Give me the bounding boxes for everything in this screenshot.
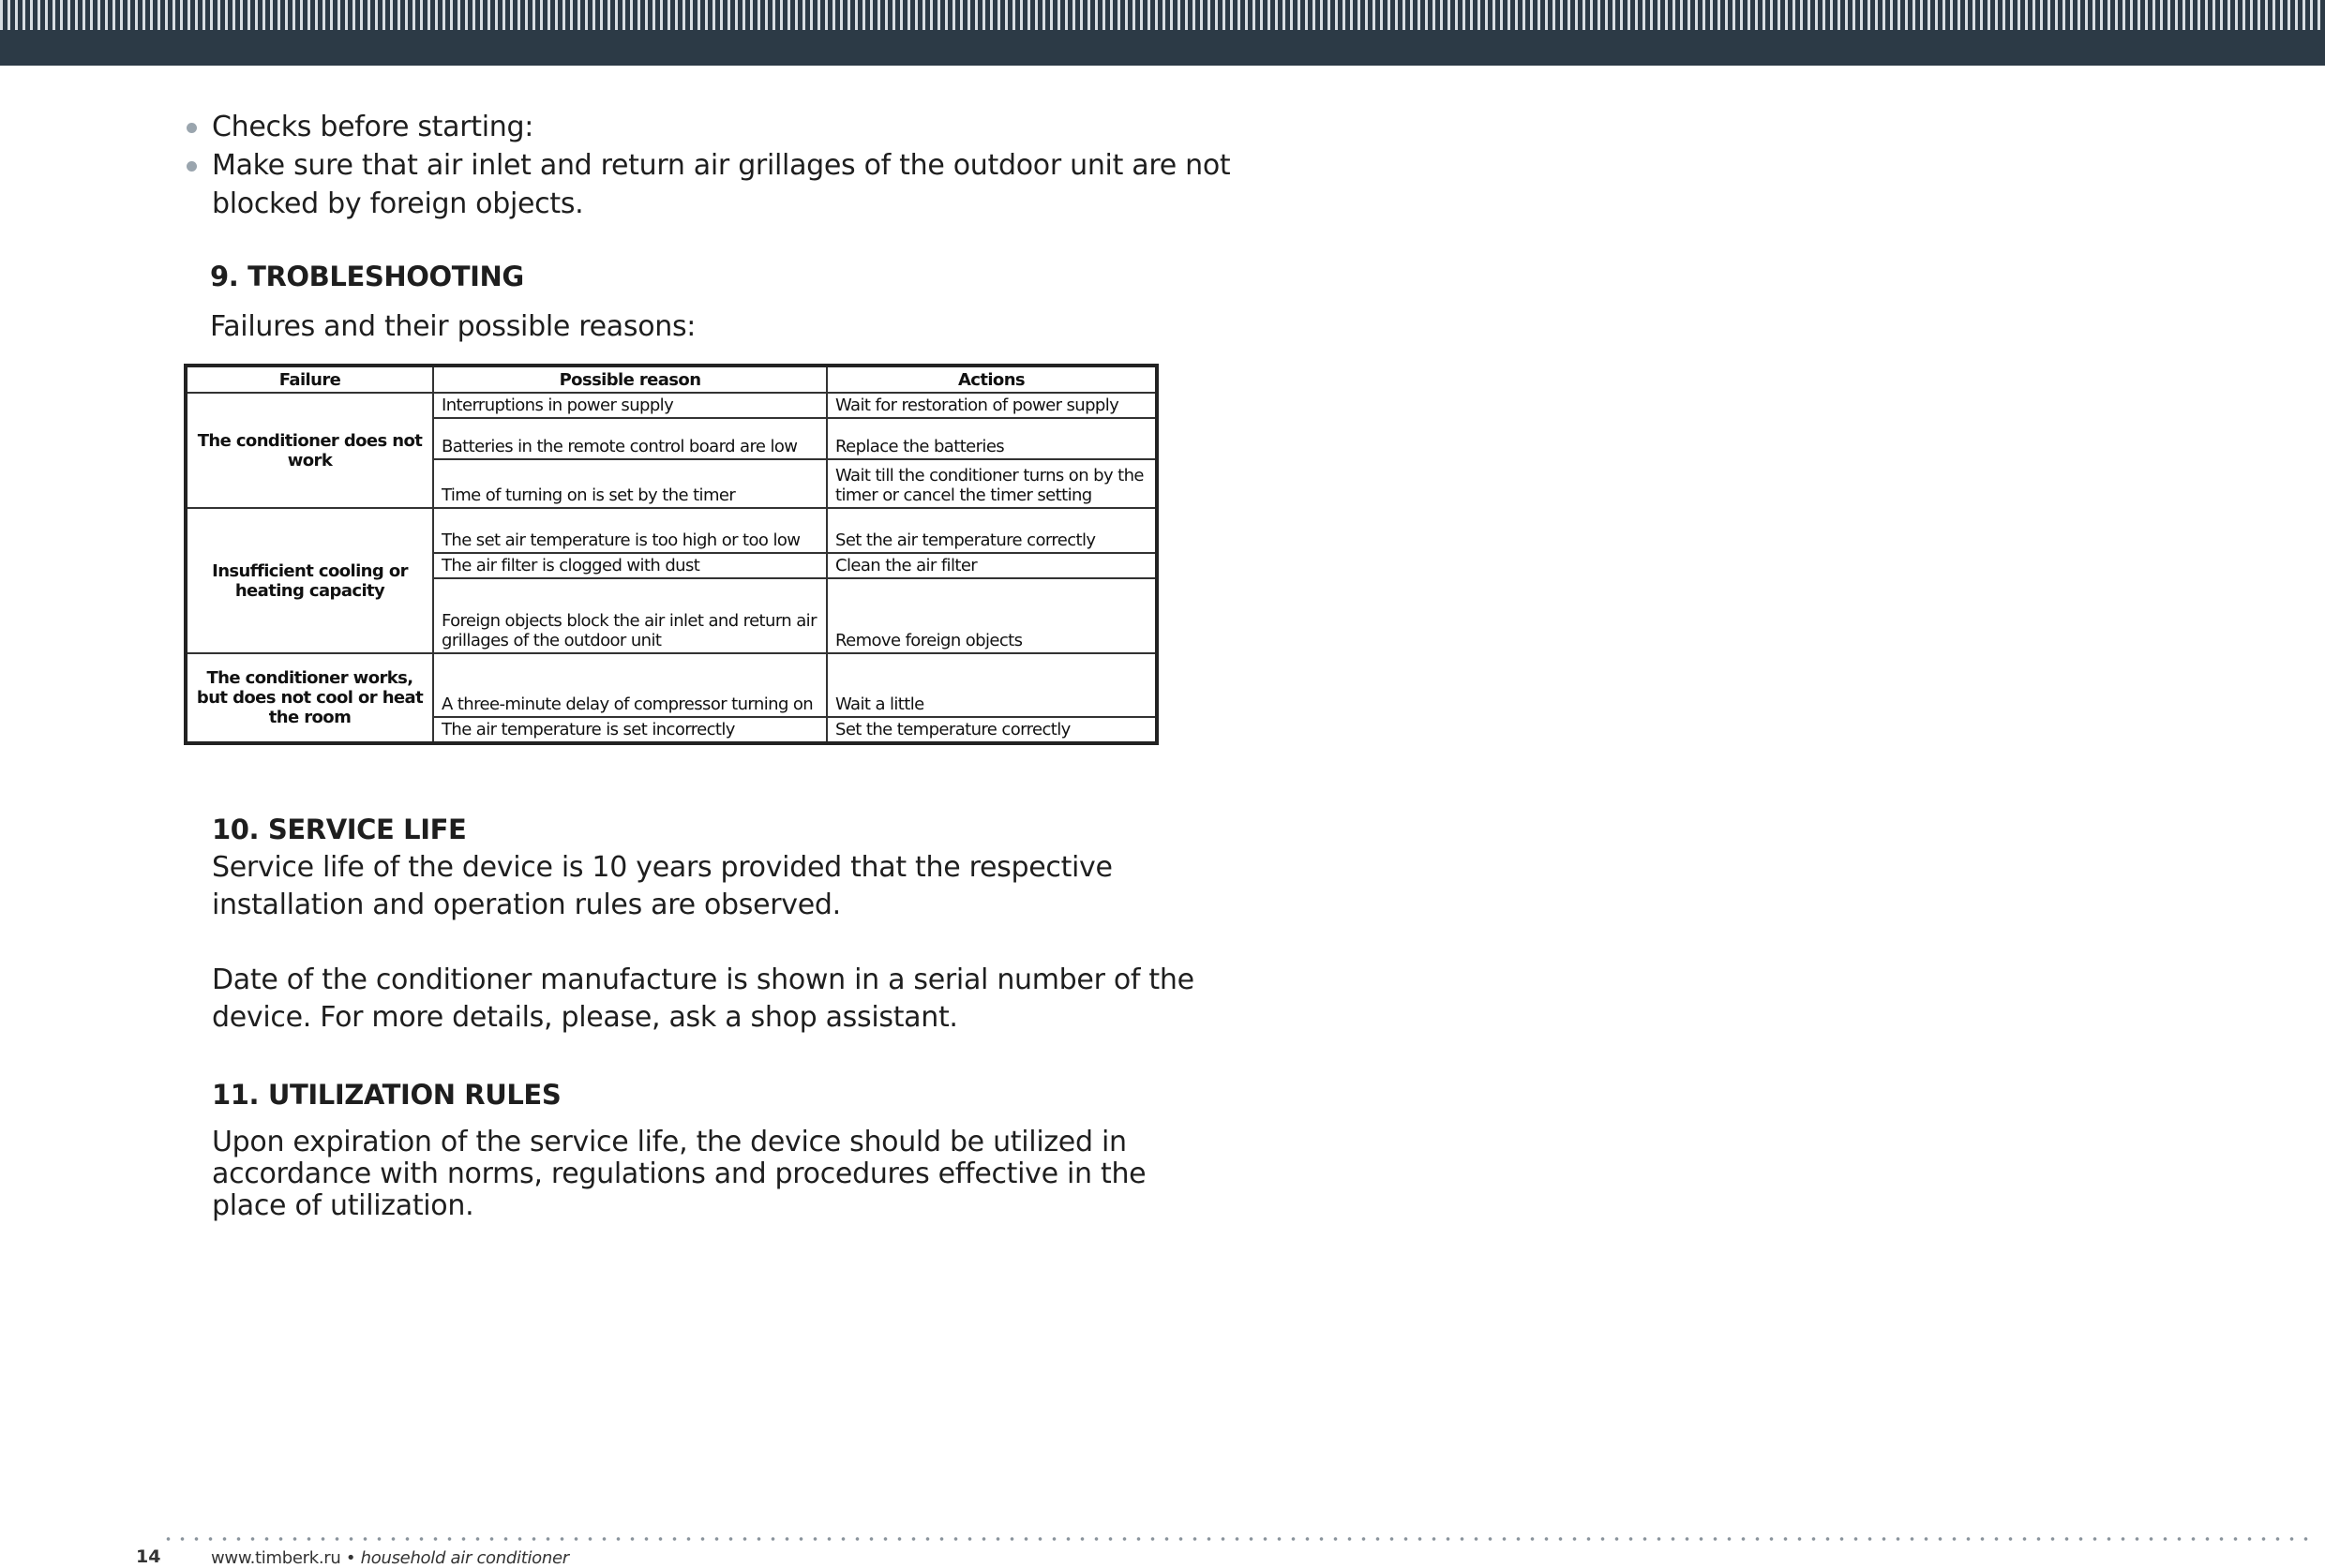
troubleshooting-lead: Failures and their possible reasons: <box>210 310 697 343</box>
service-life-text: Service life of the device is 10 years provided that the respective <box>212 851 1113 884</box>
table-row <box>186 393 1157 418</box>
utilization-text: Upon expiration of the service life, the device should be utilized in <box>212 1126 1127 1158</box>
action-cell: Remove foreign objects <box>827 578 1157 653</box>
footer-divider <box>161 1537 2318 1541</box>
action-cell: Wait till the conditioner turns on by the timer or cancel the timer setting <box>827 459 1157 508</box>
utilization-text: place of utilization. <box>212 1189 474 1222</box>
section-heading-utilization: 11. UTILIZATION RULES <box>212 1079 562 1111</box>
column-header: Possible reason <box>433 366 827 393</box>
action-cell: Set the air temperature correctly <box>827 508 1157 553</box>
action-cell: Wait for restoration of power supply <box>827 393 1157 418</box>
reason-cell: A three-minute delay of compressor turning on <box>433 653 827 717</box>
bullet-text-continued: blocked by foreign objects. <box>212 187 584 220</box>
footer-separator: • <box>340 1548 361 1568</box>
action-cell: Replace the batteries <box>827 418 1157 459</box>
reason-cell: The air filter is clogged with dust <box>433 553 827 578</box>
bullet-icon <box>187 161 197 172</box>
reason-cell: The air temperature is set incorrectly <box>433 717 827 743</box>
reason-cell: Time of turning on is set by the timer <box>433 459 827 508</box>
action-cell: Clean the air filter <box>827 553 1157 578</box>
failure-cell: Insufficient cooling or heating capacity <box>186 508 433 653</box>
bullet-text: Make sure that air inlet and return air grillages of the outdoor unit are not <box>212 149 1231 182</box>
footer-site-link[interactable]: www.timberk.ru <box>211 1548 341 1568</box>
service-life-text: installation and operation rules are observed. <box>212 889 841 921</box>
table-row <box>186 508 1157 553</box>
section-heading-service-life: 10. SERVICE LIFE <box>212 814 467 845</box>
reason-cell: Batteries in the remote control board are low <box>433 418 827 459</box>
action-cell: Wait a little <box>827 653 1157 717</box>
column-header: Actions <box>827 366 1157 393</box>
bullet-icon <box>187 123 197 133</box>
utilization-text: accordance with norms, regulations and procedures effective in the <box>212 1157 1147 1190</box>
reason-cell: Foreign objects block the air inlet and return air grillages of the outdoor unit <box>433 578 827 653</box>
footer-product: household air conditioner <box>360 1548 569 1568</box>
reason-cell: Interruptions in power supply <box>433 393 827 418</box>
page-number: 14 <box>136 1546 161 1567</box>
troubleshooting-table <box>184 364 1159 745</box>
table-header-row <box>186 366 1157 393</box>
section-heading-troubleshooting: 9. TROBLESHOOTING <box>210 261 524 292</box>
manufacture-date-text: Date of the conditioner manufacture is shown in a serial number of the <box>212 963 1194 996</box>
reason-cell: The set air temperature is too high or too low <box>433 508 827 553</box>
manufacture-date-text: device. For more details, please, ask a shop assistant. <box>212 1001 958 1034</box>
column-header: Failure <box>186 366 433 393</box>
table-row <box>186 653 1157 717</box>
failure-cell: The conditioner works, but does not cool or heat the room <box>186 653 433 743</box>
footer-caption <box>211 1548 569 1568</box>
failure-cell: The conditioner does not work <box>186 393 433 508</box>
bullet-text: Checks before starting: <box>212 111 534 143</box>
action-cell: Set the temperature correctly <box>827 717 1157 743</box>
